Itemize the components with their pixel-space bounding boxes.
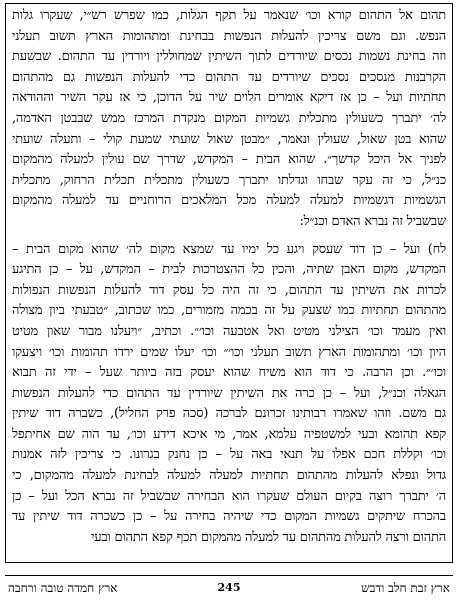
- text-line: המקדש, מקום האבן שתיה, והכין כל ההצטרכות לבית – המקדש, על – כן התיגע: [12, 262, 446, 278]
- text-line: לפניך אל היכל קדשך״. שהוא הבית – המקדש, שדרך שם עולין למעלה מהמקום: [12, 152, 446, 168]
- text-line: לכרות את השיתין עד התהום, כי זה היה כל עסק דוד להעלות הנפשות הנפולות: [12, 282, 446, 298]
- text-line: היון וכו׳ ומתהומות הארץ תשוב תעלני וכו׳״ וכו׳ יעלו שמים ירדו תהומות וכו׳ ויצעקו: [12, 344, 446, 360]
- page-number: 245: [217, 581, 241, 594]
- text-line: וכו׳״. וכן הרבה. כי דוד הוא משיח שהוא יעסק בזה ביותר שעל – ידי זה תבוא: [12, 365, 446, 381]
- page-footer: [8, 577, 450, 599]
- text-line: שהוא בטן שאול, שעולין ונאמר, ״מבטן שאול שועתי שמעת קולי – ותעלה שועתי: [12, 131, 446, 147]
- text-line: לח) ועל – כן דוד שעסק ויגע כל ימיו עד שמצא מקום לה׳ שהוא מקום הבית –: [12, 241, 446, 257]
- text-line: תהום אל התהום קורא וכו׳ שנאמר על תקף הגלות, כמו שפרש רש״י, שעקרו גלות: [12, 8, 446, 23]
- text-line: וזה בחינת נשמות נכסים שיורדים לתוך השיתין שמחוללין ויורדין עד התהום. שבשעת: [12, 49, 446, 65]
- text-line: כנ״ל, כי זה עקר שבחו וגדלתו יתברך כשעולין מתכלית תכלית הרחוק, מתכלית: [12, 172, 446, 188]
- text-line: תחתיות ועל – כן אז דיקא אומרים הלוים שיר על הדוכן, כי אז עקר השיר וההודאה: [12, 90, 446, 106]
- paragraph-gap: [12, 233, 446, 240]
- body-text: [12, 6, 446, 548]
- text-line: מהתהום תחתיות כמו שצעק על זה בכמה מזמורים, כמו שכתוב, ״טבעתי ביון מצולה: [12, 303, 446, 319]
- text-line: שבשביל זה נברא האדם וכנ״ל:: [299, 213, 446, 229]
- text-line: הגשמיות דגשמיות למעלה למעלה מכל המלאכים הרוחניים עד למעלה מהמקום: [12, 193, 446, 209]
- text-line: ואין מעמד וכו׳ הצילני מטיט ואל אטבעה וכו׳״. וכתיב, ״ויעלנו מבור שאון מטיט: [12, 323, 446, 339]
- text-line: קפא תהומא ובעי למשטפיה עלמא, אמר, מי איכא דידע וכו׳, עד הוה שם אחיתפל: [12, 426, 446, 442]
- text-line: הנפש. וגם משם צריכין להעלות הנפשות בבחינת ומתהומות הארץ תשוב תעלני: [12, 28, 446, 44]
- paragraph-1: [12, 6, 446, 233]
- text-line: התהום ורצה להעלות מהתהום עד למעלה מהמקום תכף קפא התהום ובעי: [91, 529, 446, 545]
- text-line: וכו׳ וקללת חכם אפלו על תנאי באה על – כן נחנק בגרונו. כי צריכין לזה אמנות: [12, 447, 446, 463]
- text-line: הקרבנות מנסכים נסכים שיורדים עד התהום כדי להעלות הנפשות גם מהתהום: [12, 69, 446, 85]
- paragraph-2: [12, 240, 446, 549]
- footer-rule: [5, 575, 453, 576]
- text-line: לה׳ יתברך כשעולין מתכלית גשמיות המקום מנקדת המרכז ממש שבבטן האדמה,: [12, 110, 446, 126]
- text-line: גדול ונפלא להעלות מהתהום תחתיות למעלה למעלה לבחינת למעלה מהמקום, כי: [12, 468, 446, 484]
- footer-title-right: ארץ זבת חלב ודבש: [361, 581, 450, 595]
- text-line: הגאלה וכנ״ל, ועל – כן כרה את השיתין שיורדין עד התהום כדי להעלות הנפשות: [12, 385, 446, 401]
- footer-title-left: ארץ חמדה טובה ורחבה: [8, 581, 118, 595]
- text-line: ה׳ יתברך רוצה בקיום העולם שעקרו הוא הבחירה שבשביל זה נברא הכל ועל – כן: [12, 488, 446, 504]
- text-line: בהכרח שיתקים גשמיות המקום כדי שיהיה בחירה על – כן כשכרה דוד שיתין עד: [12, 509, 446, 525]
- text-line: גם משם. וזהו שאמרו רבותינו זכרונם לברכה (סכה פרק החליל), כשברה דוד שיתין: [12, 406, 446, 422]
